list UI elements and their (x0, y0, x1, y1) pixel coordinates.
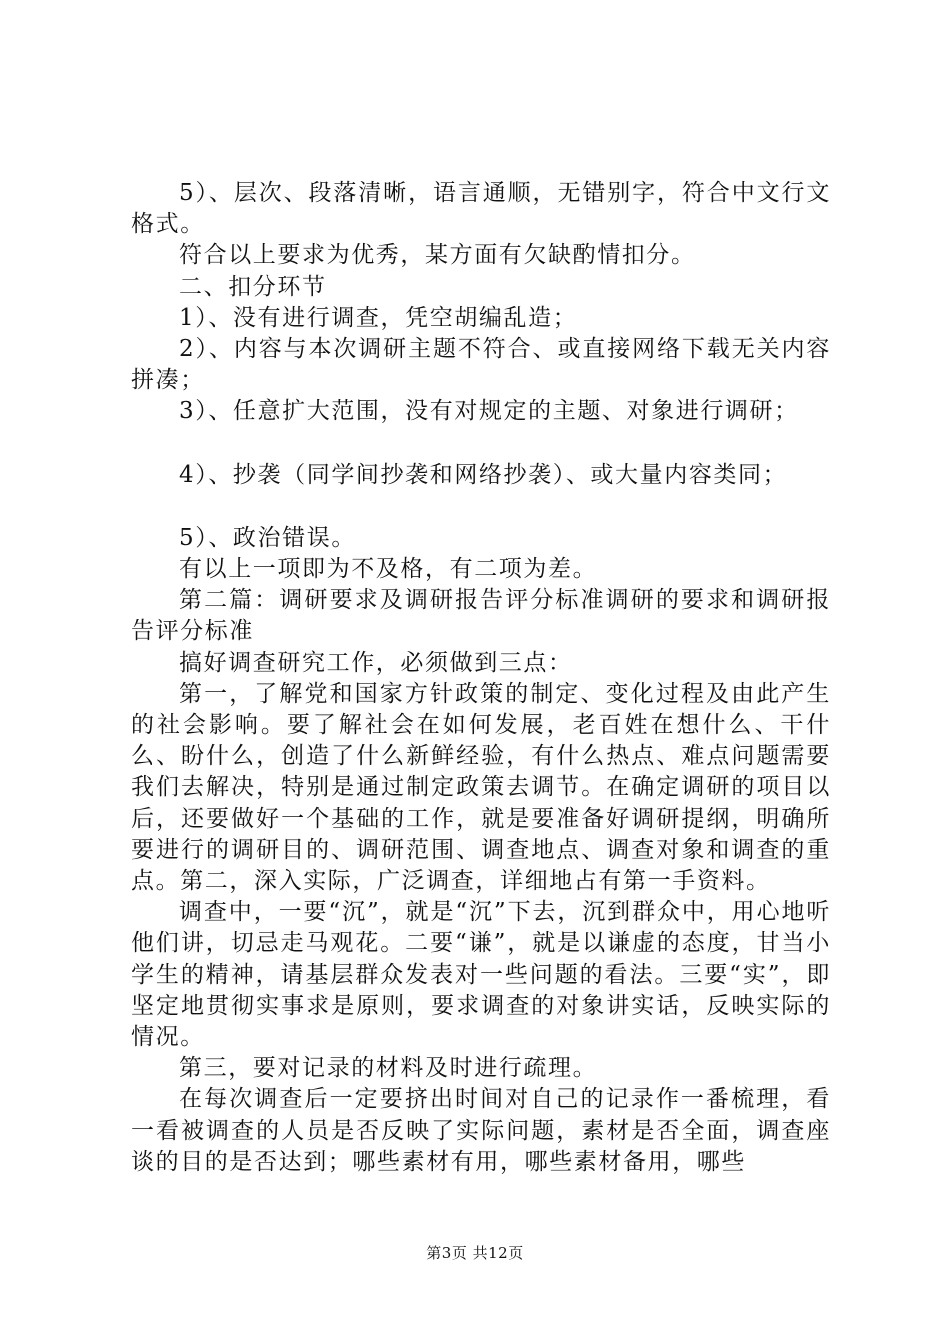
paragraph-deduction-4: 4）、抄袭（同学间抄袭和网络抄袭）、或大量内容类同； (179, 461, 788, 488)
paragraph-deduction-2: 2）、内容与本次调研主题不符合、或直接网络下载无关内容拼凑； (131, 336, 831, 394)
paragraph-point-one: 第一，了解党和国家方针政策的制定、变化过程及由此产生的社会影响。要了解社会在如何发展，老百姓在想什么、干什么、盼什么，创造了什么新鲜经验，有什么热点、难点问题需要我们去解决，特别是通过制定政策去调节。在确定调研的项目以后，还要做好一个基础的工作，就是要准备好调研提纲，明确所要进行的调研目的、调研范围、调查地点、调查对象和调查的重点。第二，深入实际，广泛调查，详细地占有第一手资料。 (131, 680, 831, 895)
paragraph-investigation-method: 调查中，一要“沉”，就是“沉”下去，沉到群众中，用心地听他们讲，切忌走马观花。二要“谦”，就是以谦虚的态度，甘当小学生的精神，请基层群众发表对一些问题的看法。三要“实”，即坚定地贯彻实事求是原则，要求调查的对象讲实话，反映实际的情况。 (131, 899, 831, 1051)
paragraph-review-records: 在每次调查后一定要挤出时间对自己的记录作一番梳理，看一看被调查的人员是否反映了实际问题，素材是否全面，调查座谈的目的是否达到；哪些素材有用，哪些素材备用，哪些 (131, 1086, 831, 1175)
paragraph-deduction-3: 3）、任意扩大范围，没有对规定的主题、对象进行调研； (179, 398, 799, 425)
paragraph-three-points-intro: 搞好调查研究工作，必须做到三点： (179, 649, 573, 676)
paragraph-deduction-5: 5）、政治错误。 (179, 524, 356, 551)
paragraph-point-three: 第三，要对记录的材料及时进行疏理。 (179, 1055, 598, 1082)
chapter-heading-part-two: 第二篇：调研要求及调研报告评分标准调研的要求和调研报告评分标准 (131, 587, 831, 645)
document-body (131, 178, 831, 1178)
paragraph-deduction-1: 1）、没有进行调查，凭空胡编乱造； (179, 304, 578, 331)
section-heading-deductions: 二、扣分环节 (179, 273, 327, 300)
paragraph-grading-note: 符合以上要求为优秀，某方面有欠缺酌情扣分。 (179, 242, 696, 269)
paragraph-fail-rule: 有以上一项即为不及格，有二项为差。 (179, 556, 598, 583)
paragraph-criterion-5: 5）、层次、段落清晰，语言通顺，无错别字，符合中文行文格式。 (131, 180, 831, 238)
page-footer: 第3页 共12页 (426, 1244, 524, 1262)
